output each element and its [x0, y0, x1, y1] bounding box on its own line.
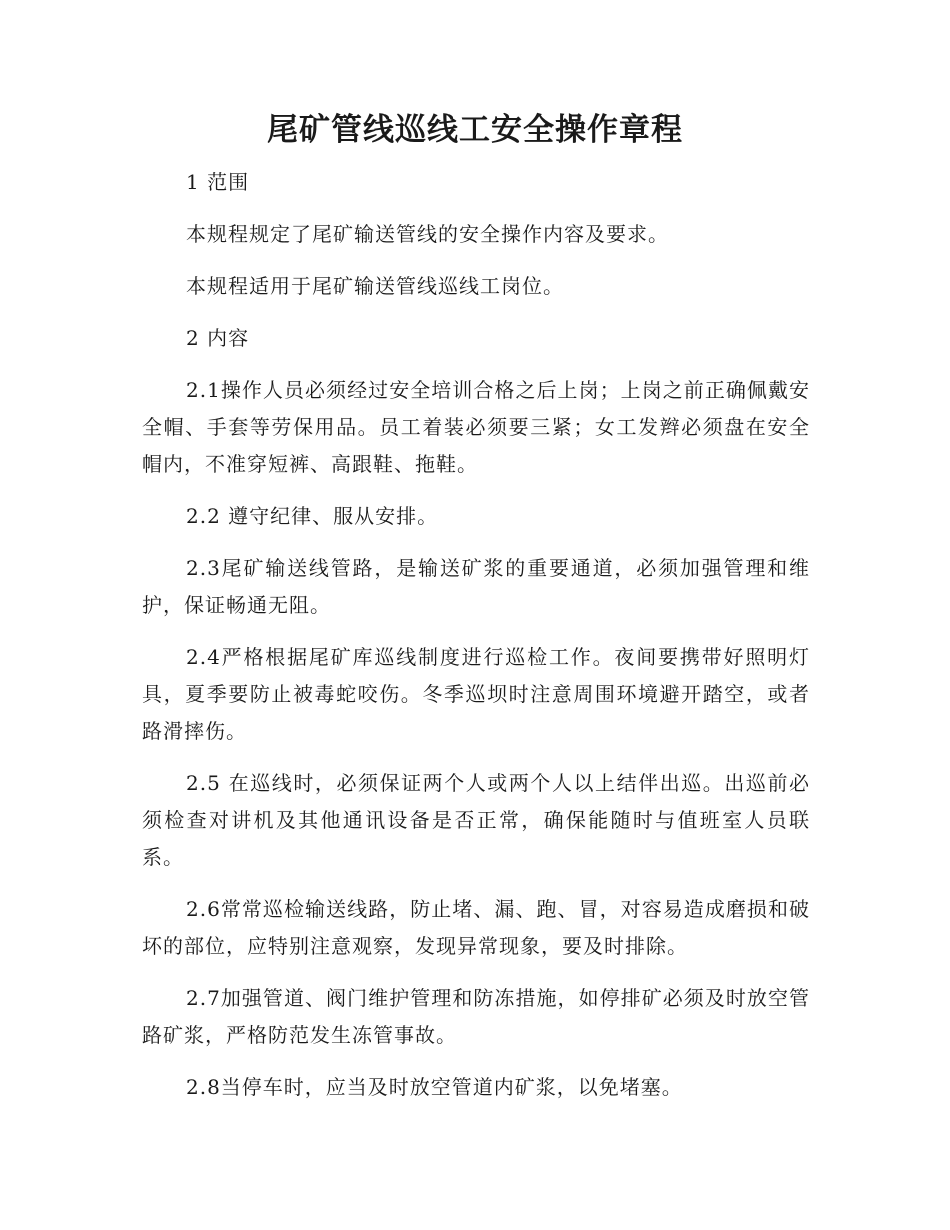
paragraph-scope-applicability: 本规程适用于尾矿输送管线巡线工岗位。 [186, 274, 564, 298]
clause-2-6: 2.6常常巡检输送线路，防止堵、漏、跑、冒，对容易造成磨损和破坏的部位，应特别注意观察，发现异常现象，要及时排除。 [142, 897, 810, 958]
clause-2-3: 2.3尾矿输送线管路，是输送矿浆的重要通道，必须加强管理和维护，保证畅通无阻。 [142, 556, 810, 617]
clause-2-1: 2.1操作人员必须经过安全培训合格之后上岗；上岗之前正确佩戴安全帽、手套等劳保用品。员工着装必须要三紧；女工发辫必须盘在安全帽内，不准穿短裤、高跟鞋、拖鞋。 [142, 378, 810, 476]
document-title: 尾矿管线巡线工安全操作章程 [267, 112, 683, 148]
clause-2-7: 2.7加强管道、阀门维护管理和防冻措施，如停排矿必须及时放空管路矿浆，严格防范发生冻管事故。 [142, 986, 810, 1047]
clause-2-4: 2.4严格根据尾矿库巡线制度进行巡检工作。夜间要携带好照明灯具，夏季要防止被毒蛇咬伤。冬季巡坝时注意周围环境避开踏空，或者路滑摔伤。 [142, 645, 810, 743]
clause-2-8: 2.8当停车时，应当及时放空管道内矿浆，以免堵塞。 [186, 1075, 683, 1099]
document-body [142, 164, 810, 1121]
paragraph-scope-content: 本规程规定了尾矿输送管线的安全操作内容及要求。 [186, 222, 669, 246]
clause-2-2: 2.2 遵守纪律、服从安排。 [186, 504, 439, 528]
clause-2-5: 2.5 在巡线时，必须保证两个人或两个人以上结伴出巡。出巡前必须检查对讲机及其他通讯设备是否正常，确保能随时与值班室人员联系。 [142, 771, 810, 869]
section-heading-scope: 1 范围 [186, 170, 250, 194]
section-heading-content: 2 内容 [186, 326, 250, 350]
